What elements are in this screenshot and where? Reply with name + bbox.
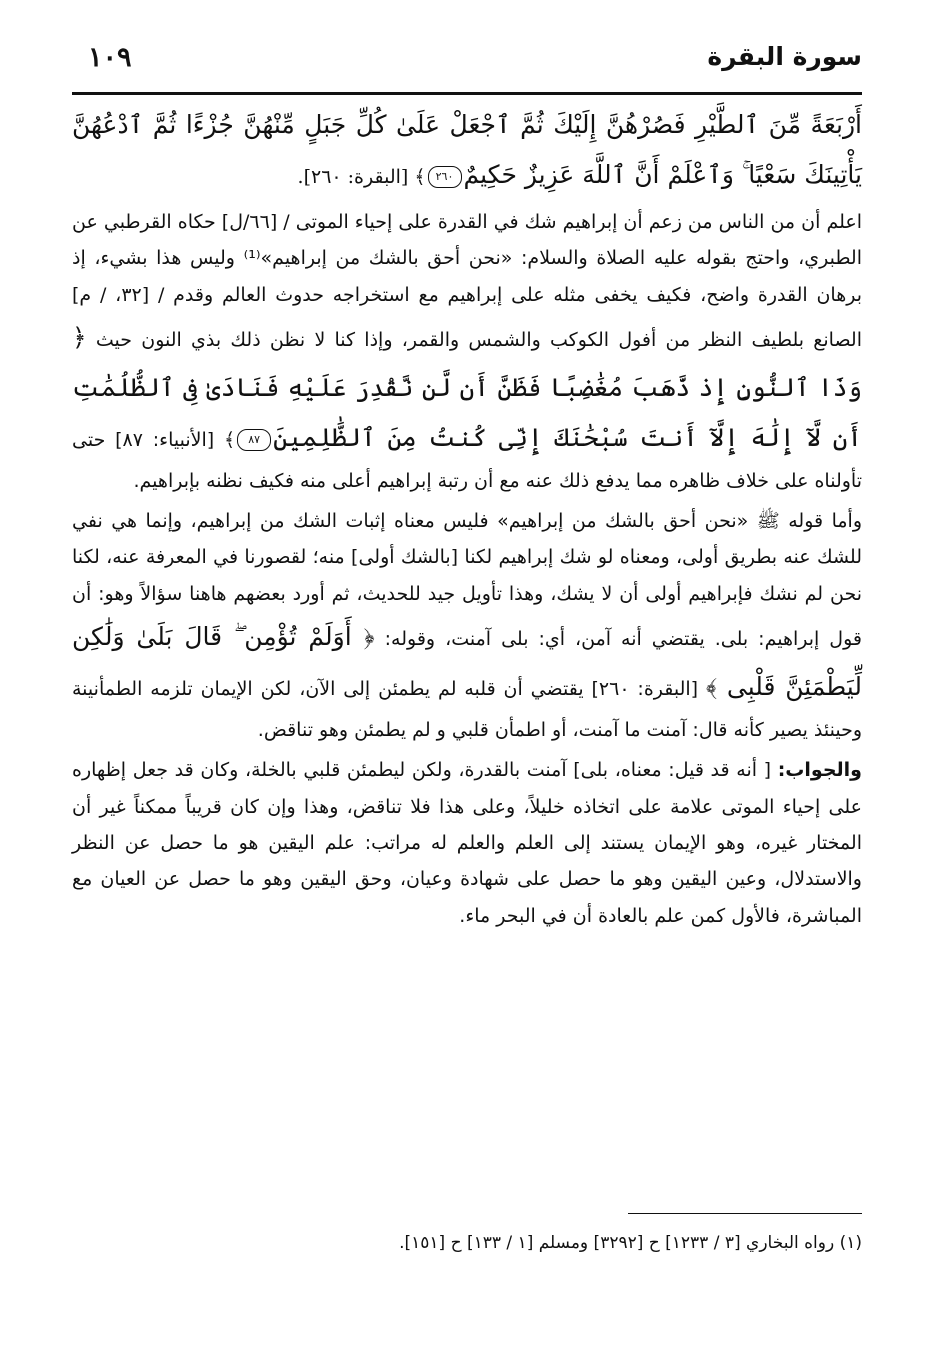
paragraph-text: [ أنه قد قيل: معناه، بلى] آمنت بالقدرة، ولكن ليطمئن قلبي بالخلة، وكان قد جعل إظهاره على إحياء الموتى علامة على اتخاذه خليلاً، وعلى هذا فلا تناقض، وهذا وإن كان قريباً ممكناً غير أن المختار غيره، وهو الإيمان يستند إلى العلم والعلم له مراتب: علم اليقين هو ما حصل عن النظر والاستدلال، وعين اليقين وهو ما حصل على شهادة وعيان، وحق اليقين وهو ما حصل عن العيان مع المباشرة، فالأول كمن علم بالعادة أن في البحر ماء.: [72, 759, 862, 927]
main-text: [72, 100, 862, 934]
paragraph-text: ﴾ [الأنبياء: ٨٧] حتى تأولناه على خلاف ظاهره مما يدفع ذلك عنه مع أن رتبة إبراهيم أعلى منه فكيف نظنه بإبراهيم.: [72, 428, 862, 492]
footnote: (١) رواه البخاري [٣ / ١٢٣٣] ح [٣٢٩٢] ومسلم [١ / ١٣٣] ح [١٥١].: [399, 1233, 862, 1253]
quran-verse-block: [72, 100, 862, 200]
page-number: ١٠٩: [88, 42, 132, 73]
ayah-number-mark: ٨٧: [237, 429, 271, 451]
paragraph-text: [البقرة: ٢٦٠] يقتضي أن قلبه لم يطمئن إلى الآن، لكن الإيمان تلزمه الطمأنينة وحينئذ يصير كأنه قال: آمنت ما آمنت، أو اطمأن قلبي و لم يطمئن وهو تناقض.: [72, 678, 862, 742]
verse-reference: ﴾ [البقرة: ٢٦٠].: [297, 166, 426, 188]
answer-label: والجواب:: [777, 759, 862, 782]
quran-verse-text: أَرْبَعَةً مِّنَ ٱلطَّيْرِ فَصُرْهُنَّ إِلَيْكَ ثُمَّ ٱجْعَلْ عَلَىٰ كُلِّ جَبَلٍ مِّنْهُنَّ جُزْءًا ثُمَّ ٱدْعُهُنَّ يَأْتِينَكَ سَعْيًا ۚ وَٱعْلَمْ أَنَّ ٱللَّهَ عَزِيزٌ حَكِيمٌ: [72, 110, 862, 189]
paragraph-2: [72, 503, 862, 748]
paragraph-text: اعلم أن من الناس من زعم أن إبراهيم شك في القدرة على إحياء الموتى / [٦٦/ل] حكاه القرطبي عن الطبري، واحتج بقوله عليه الصلاة والسلام: «نحن أحق بالشك من إبراهيم»⁽¹⁾ وليس هذا بشيء، إذ برهان القدرة واضح، فكيف يخفى مثله على إبراهيم مع استخراجه حدوث العالم وقدم / [٣٢، / م] الصانع بلطيف النظر من أفول الكوكب والشمس والقمر، وإذا كنا لا نظن ذلك بذي النون حيث: [72, 211, 863, 351]
paragraph-3: [72, 752, 862, 933]
quran-inline-verse: ﴿ أَوَلَمْ تُؤْمِن ۖ قَالَ بَلَىٰ وَلَٰكِن لِّيَطْمَئِنَّ قَلْبِى ﴾: [72, 622, 862, 702]
surah-title: سورة البقرة: [707, 42, 862, 71]
paragraph-1: [72, 204, 862, 499]
page-header: [72, 38, 862, 90]
paragraph-text: وأما قوله ﷺ «نحن أحق بالشك من إبراهيم» فليس معناه إثبات الشك من إبراهيم، وإنما هي نفي للشك عنه بطريق أولى، ومعناه لو شك إبراهيم لكنا [بالشك أولى] منه؛ لقصورنا في المعرفة عنه، لكنا نحن لم نشك فإبراهيم أولى أن لا يشك، وهذا تأويل جيد للحديث، ثم أورد بعضهم هاهنا سؤالاً وهو: أن قول إبراهيم: بلى. يقتضي أنه آمن، أي: بلى آمنت، وقوله:: [72, 510, 862, 651]
ayah-number-mark: ٢٦٠: [428, 166, 462, 188]
header-divider: [72, 92, 862, 95]
quran-inline-verse: ﴿ وَذَا ٱلنُّونِ إِذ ذَّهَبَ مُغَٰضِبًا فَظَنَّ أَن لَّن نَّقْدِرَ عَلَيْهِ فَنَادَىٰ فِى ٱلظُّلُمَٰتِ أَن لَّآ إِلَٰهَ إِلَّآ أَنتَ سُبْحَٰنَكَ إِنِّى كُنتُ مِنَ ٱلظَّٰلِمِينَ: [72, 322, 862, 452]
footnote-divider: [628, 1213, 862, 1214]
